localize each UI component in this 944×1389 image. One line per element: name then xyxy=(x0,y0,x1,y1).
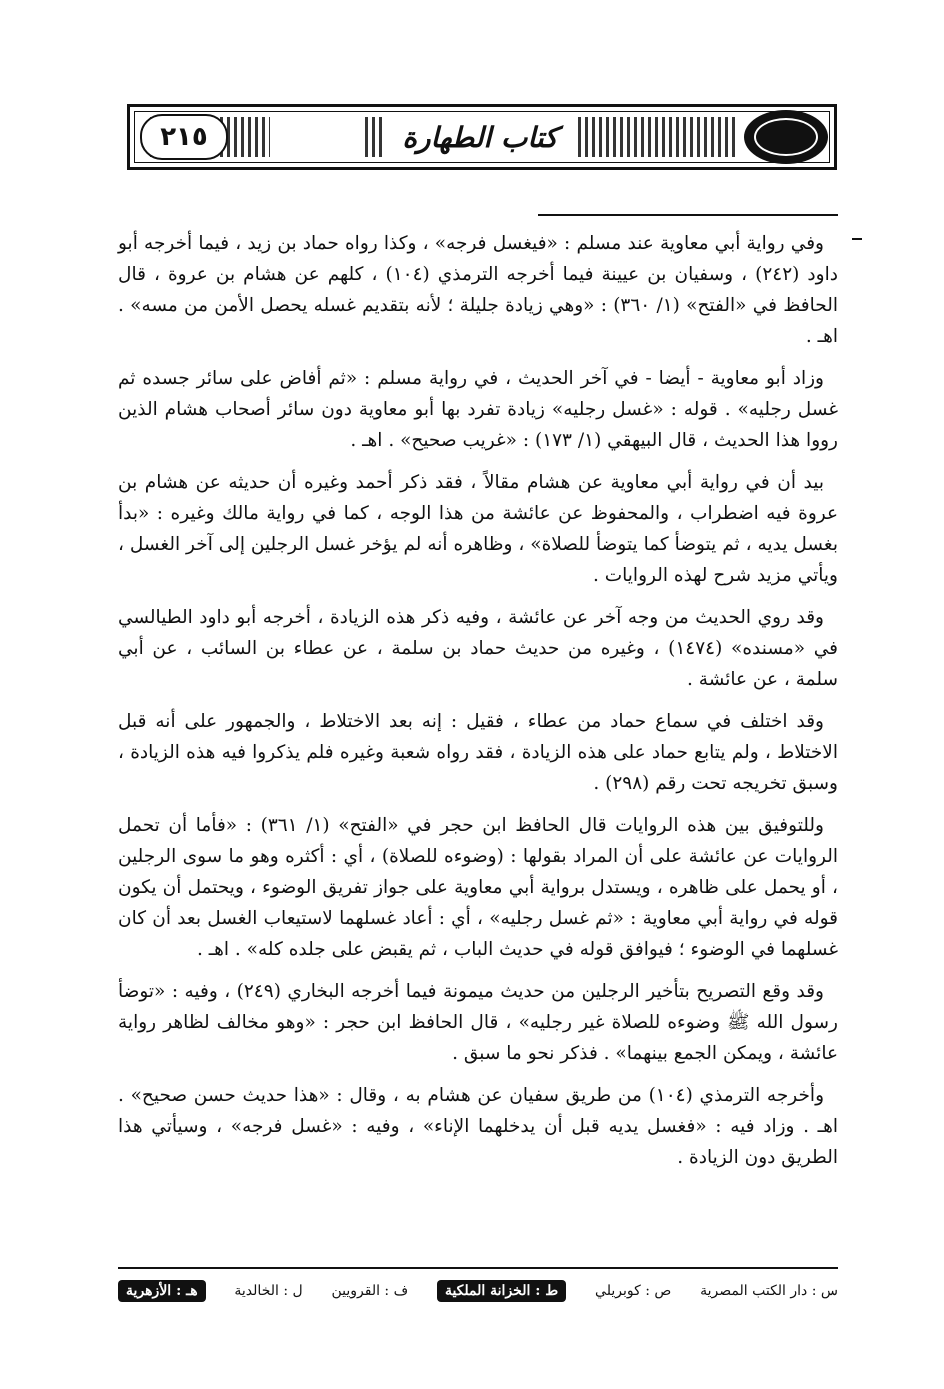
siglum-item: ل : الخالدية xyxy=(234,1283,303,1299)
ornament-strip-right xyxy=(578,117,738,157)
paragraph: وللتوفيق بين هذه الروايات قال الحافظ ابن حجر في «الفتح» (١/ ٣٦١) : «فأما أن تحمل الروايات عن عائشة على أن المراد بقولها : (وضوءه للصلاة) ، أي : أكثره وهو ما سوى الرجلين ، أو يحمل على ظاهره ، ويستدل برواية أبي معاوية على جواز تفريق الوضوء ، ويحتمل أن يكون قوله في رواية أبي معاوية : «ثم غسل رجليه» ، أي : أعاد غسلهما لاستيعاب الغسل بعد أن كان غسلهما في الوضوء ؛ فيوافق قوله في حديث الباب ، ثم يقبض على جلده كله» . اهـ . xyxy=(118,815,838,960)
paragraph: وفي رواية أبي معاوية عند مسلم : «فيغسل فرجه» ، وكذا رواه حماد بن زيد ، فيما أخرجه أبو داود (٢٤٢) ، وسفيان بن عيينة فيما أخرجه الترمذي (١٠٤) ، كلهم عن هشام بن عروة ، قال الحافظ في «الفتح» (١/ ٣٦٠) : «وهي زيادة جليلة ؛ لأنه بتقديم غسله يحصل الأمن من مسه» . اهـ . xyxy=(118,233,838,347)
paragraph: وزاد أبو معاوية - أيضا - في آخر الحديث ، في رواية مسلم : «ثم أفاض على سائر جسده ثم غسل رجليه» . قوله : «غسل رجليه» زيادة تفرد بها أبو معاوية دون سائر أصحاب هشام الذين رووا هذا الحديث ، قال البيهقي (١/ ١٧٣) : «غريب صحيح» . اهـ . xyxy=(118,368,838,451)
paragraph: وقد اختلف في سماع حماد من عطاء ، فقيل : إنه بعد الاختلاط ، والجمهور على أنه قبل الاختلاط ، ولم يتابع حماد على هذه الزيادة ، فقد رواه شعبة وغيره فلم يذكروا فيه هذه الزيادة ، وسبق تخريجه تحت رقم (٢٩٨) . xyxy=(118,711,838,794)
page-number: ٢١٥ xyxy=(140,114,228,160)
siglum-item: ف : القرويين xyxy=(331,1283,409,1299)
note-marker-dash xyxy=(852,238,862,240)
siglum-item: ص : كوبريلي xyxy=(595,1283,672,1299)
siglum-item: س : دار الكتب المصرية xyxy=(700,1283,838,1299)
manuscript-sigla-footer xyxy=(118,1276,838,1306)
footer-rule xyxy=(118,1267,838,1269)
chapter-title: كتاب الطهارة xyxy=(385,114,575,160)
footnote-top-rule xyxy=(538,214,838,216)
ornamental-emblem-icon xyxy=(744,110,828,164)
main-text-body xyxy=(118,228,838,1184)
paragraph: وأخرجه الترمذي (١٠٤) من طريق سفيان عن هشام به ، وقال : «هذا حديث حسن صحيح» . اهـ . وزاد فيه : «فغسل يديه قبل أن يدخلهما الإناء» ، وفيه : «غسل فرجه» ، وسيأتي هذا الطريق دون الزيادة . xyxy=(118,1085,838,1168)
siglum-item-boxed: ط : الخزانة الملكية xyxy=(437,1280,566,1302)
paragraph: وقد روي الحديث من وجه آخر عن عائشة ، وفيه ذكر هذه الزيادة ، أخرجه أبو داود الطيالسي في «مسنده» (١٤٧٤) ، وغيره من حديث حماد بن سلمة ، عن عطاء بن السائب ، عن أبي سلمة ، عن عائشة . xyxy=(118,607,839,690)
siglum-item-boxed: هـ : الأزهرية xyxy=(118,1280,206,1302)
paragraph: وقد وقع التصريح بتأخير الرجلين من حديث ميمونة فيما أخرجه البخاري (٢٤٩) ، وفيه : «توضأ رسول الله ﷺ وضوءه للصلاة غير رجليه» ، قال الحافظ ابن حجر : «وهو مخالف لظاهر رواية عائشة ، ويمكن الجمع بينهما» . فذكر نحو ما سبق . xyxy=(118,981,838,1064)
paragraph: بيد أن في رواية أبي معاوية عن هشام مقالاً ، فقد ذكر أحمد وغيره أن حديثه عن هشام بن عروة فيه اضطراب ، والمحفوظ عن عائشة من هذا الوجه ، كما في رواية مالك وغيره : «بدأ بغسل يديه ، ثم يتوضأ كما يتوضأ للصلاة» ، وظاهره أنه لم يؤخر غسل الرجلين إلى آخر الغسل ، ويأتي مزيد شرح لهذه الروايات . xyxy=(118,472,838,586)
emblem-inner-ring xyxy=(754,118,818,156)
